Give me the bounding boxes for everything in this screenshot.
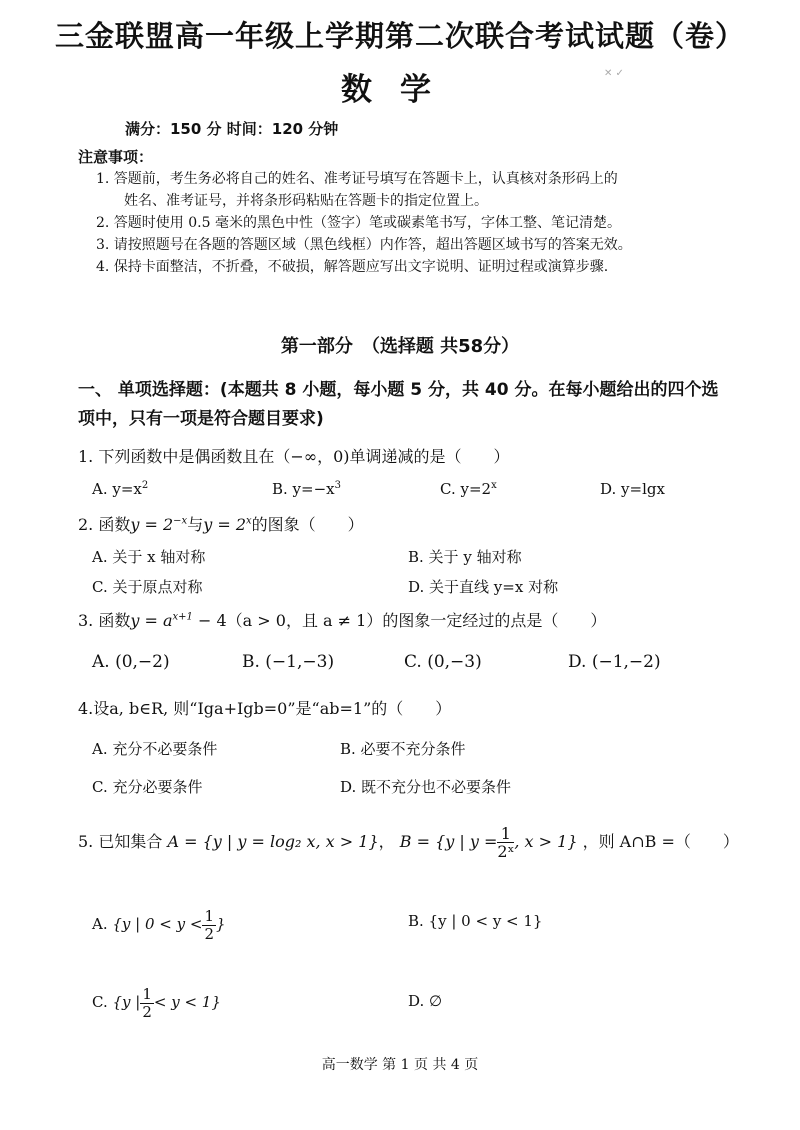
q2-option-c: C. 关于原点对称: [92, 578, 203, 596]
q4-option-c: C. 充分必要条件: [92, 778, 203, 796]
q3-option-d: D. (−1,−2): [568, 652, 661, 672]
set-a: A = {y | y = log₂ x, x > 1}: [167, 832, 379, 851]
q1-option-b: B. $y=-x^3$: [272, 480, 342, 498]
q3-option-a: A. (0,−2): [92, 652, 170, 672]
q2-option-a: A. 关于 x 轴对称: [92, 548, 206, 566]
note-item: 2. 答题时使用 0.5 毫米的黑色中性（签字）笔或碳素笔书写，字体工整、笔记清楚。: [96, 215, 621, 231]
note-item: 姓名、准考证号，并将条形码粘贴在答题卡的指定位置上。: [124, 193, 488, 209]
q4-option-a: A. 充分不必要条件: [92, 740, 218, 758]
section-heading: 一、 单项选择题：(本题共 8 小题，每小题 5 分，共 40 分。在每小题给出的四个选项中，只有一项是符合题目要求): [78, 380, 719, 429]
fraction: $\frac{1}{\text{2ˣ}}$: [497, 824, 515, 861]
page-footer: 高一数学 第 1 页 共 4 页: [321, 1057, 479, 1073]
question-1-stem: 1. 下列函数中是偶函数且在（−∞，0)单调递减的是（ ）: [78, 447, 510, 466]
q4-option-b: B. 必要不充分条件: [340, 740, 466, 758]
q1-option-a: A. $y=x^2$: [92, 480, 149, 498]
part-heading: 第一部分 （选择题 共58分）: [280, 336, 520, 357]
q3-option-b: B. (−1,−3): [242, 652, 335, 672]
fraction: $\frac{1}{2}$: [204, 906, 215, 943]
score-time: 满分：150 分 时间：120 分钟: [125, 120, 339, 138]
subject-title: 数学: [341, 72, 459, 108]
question-3-stem: 3. 函数$y = a^{x+1} - 4(a > 0$，且 a ≠ 1）的图象一定经过的点是（ ）: [78, 611, 607, 630]
fraction: $\frac{1}{2}$: [142, 984, 152, 1021]
q2-option-d: D. 关于直线 y=x 对称: [408, 578, 559, 596]
q5-option-b: B. {y | 0 < y < 1}: [408, 912, 543, 930]
note-item: 4. 保持卡面整洁，不折叠，不破损，解答题应写出文字说明、证明过程或演算步骤.: [96, 259, 609, 275]
q5-option-d: D. ∅: [408, 992, 443, 1010]
notes-heading: 注意事项：: [78, 148, 154, 166]
q2-option-b: B. 关于 y 轴对称: [408, 548, 522, 566]
scan-mark: ✕ ✓: [604, 68, 624, 79]
q3-option-c: C. (0,−3): [404, 652, 482, 672]
q5-option-a: A. {y | 0 < y < $\frac{1}{2}$ }: [92, 906, 226, 943]
note-item: 3. 请按照题号在各题的答题区域（黑色线框）内作答，超出答题区域书写的答案无效。: [96, 237, 632, 253]
q5-option-c: C. {y | $\frac{1}{2}$ < y < 1}: [92, 984, 221, 1021]
exam-title: 三金联盟高一年级上学期第二次联合考试试题（卷）: [54, 19, 745, 53]
question-4-stem: 4.设a, b∈R, 则“Iga+Igb=0”是“ab=1”的（ ）: [78, 699, 452, 718]
q1-option-c: C. $y=2^x$: [440, 480, 497, 498]
question-5-stem: 5. 已知集合 A = {y | y = log₂ x, x > 1}， B = {y | y = $\frac{1}{\text{2ˣ}}$ , x > 1} ，则 A∩B =（ ）: [78, 824, 739, 861]
note-item: 1. 答题前，考生务必将自己的姓名、准考证号填写在答题卡上，认真核对条形码上的: [96, 171, 618, 187]
q1-option-d: D. y=lgx: [600, 480, 665, 498]
q4-option-d: D. 既不充分也不必要条件: [340, 778, 512, 796]
question-2-stem: 2. 函数$y = 2^{-x}$与$y = 2^x$的图象（ ）: [78, 515, 364, 534]
